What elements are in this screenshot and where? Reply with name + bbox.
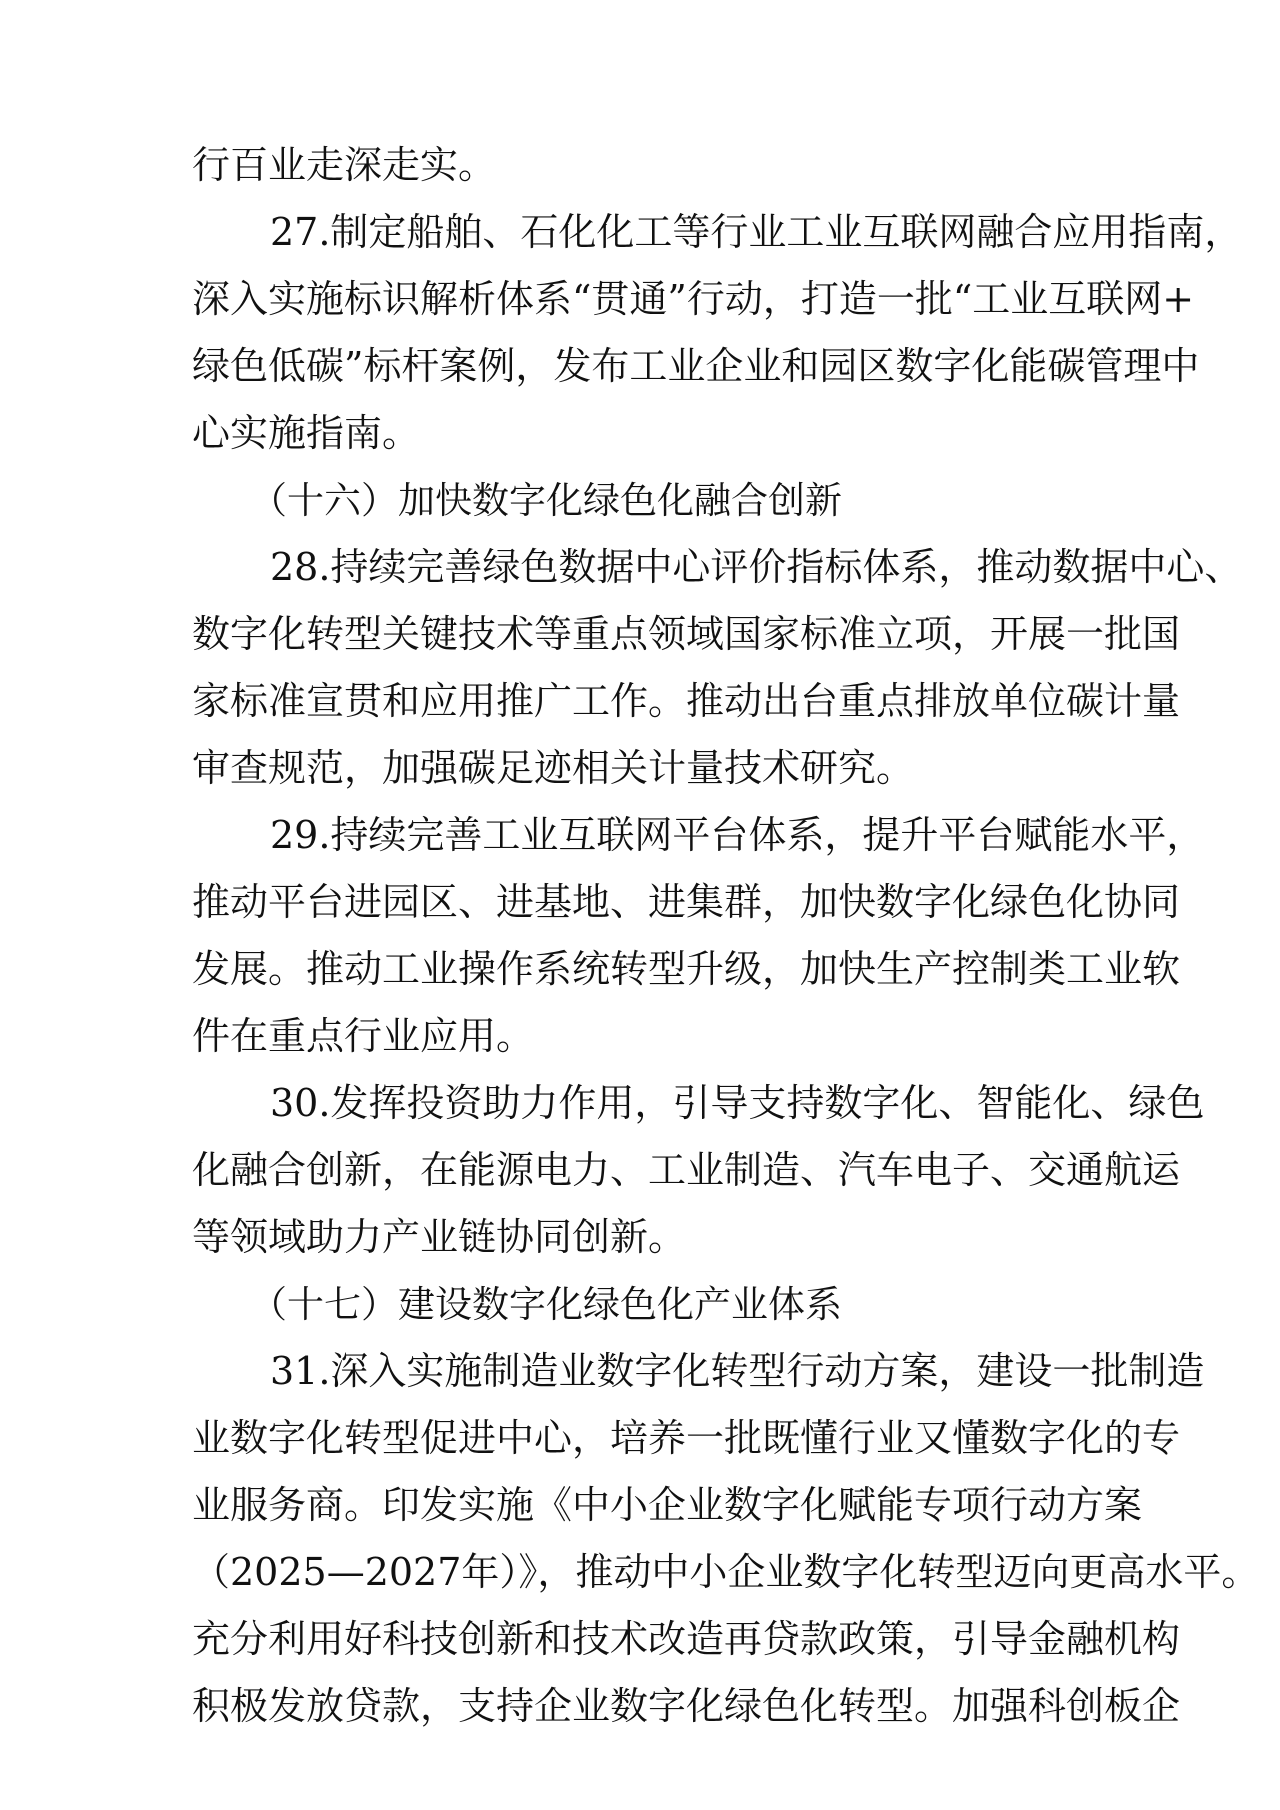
text-line: 28.持续完善绿色数据中心评价指标体系，推动数据中心、 xyxy=(270,545,1243,589)
heading-line: （十七）建设数字化绿色化产业体系 xyxy=(250,1283,842,1326)
paragraph-item-28 xyxy=(192,534,1243,802)
text-line: 深入实施标识解析体系“贯通”行动，打造一批“工业互联网+ xyxy=(192,277,1195,321)
paragraph-item-29 xyxy=(192,802,1205,1070)
text-line: 推动平台进园区、进基地、进集群，加快数字化绿色化协同 xyxy=(192,880,1181,924)
section-heading-16 xyxy=(192,467,1100,534)
text-line: 件在重点行业应用。 xyxy=(192,1014,535,1058)
paragraph-item-27 xyxy=(192,199,1243,467)
paragraph-continuation xyxy=(192,132,1100,199)
text-line: 审查规范，加强碳足迹相关计量技术研究。 xyxy=(192,746,915,790)
text-line: 心实施指南。 xyxy=(192,411,421,455)
section-heading-17 xyxy=(192,1271,1100,1338)
text-line: 业数字化转型促进中心，培养一批既懂行业又懂数字化的专 xyxy=(192,1416,1181,1460)
document-body xyxy=(192,132,1260,1740)
text-line: 30.发挥投资助力作用，引导支持数字化、智能化、绿色 xyxy=(270,1081,1205,1125)
text-line: 业服务商。印发实施《中小企业数字化赋能专项行动方案 xyxy=(192,1483,1143,1527)
text-line: 数字化转型关键技术等重点领域国家标准立项，开展一批国 xyxy=(192,612,1181,656)
text-line: 27.制定船舶、石化化工等行业工业互联网融合应用指南， xyxy=(270,210,1243,254)
text-line: （2025—2027年）》，推动中小企业数字化转型迈向更高水平。 xyxy=(192,1550,1260,1594)
text-line: 积极发放贷款，支持企业数字化绿色化转型。加强科创板企 xyxy=(192,1684,1181,1728)
text-line: 绿色低碳”标杆案例，发布工业企业和园区数字化能碳管理中 xyxy=(192,344,1200,388)
heading-line: （十六）加快数字化绿色化融合创新 xyxy=(250,479,842,522)
paragraph-item-30 xyxy=(192,1070,1205,1271)
text-line: 发展。推动工业操作系统转型升级，加快生产控制类工业软 xyxy=(192,947,1181,991)
text-line: 充分利用好科技创新和技术改造再贷款政策，引导金融机构 xyxy=(192,1617,1181,1661)
paragraph-item-31 xyxy=(192,1338,1260,1740)
text-line: 等领域助力产业链协同创新。 xyxy=(192,1215,687,1259)
text-line: 家标准宣贯和应用推广工作。推动出台重点排放单位碳计量 xyxy=(192,679,1181,723)
text-line: 化融合创新，在能源电力、工业制造、汽车电子、交通航运 xyxy=(192,1148,1181,1192)
text-line: 29.持续完善工业互联网平台体系，提升平台赋能水平， xyxy=(270,813,1205,857)
text-line: 31.深入实施制造业数字化转型行动方案，建设一批制造 xyxy=(270,1349,1205,1393)
text-line: 行百业走深走实。 xyxy=(192,143,497,187)
